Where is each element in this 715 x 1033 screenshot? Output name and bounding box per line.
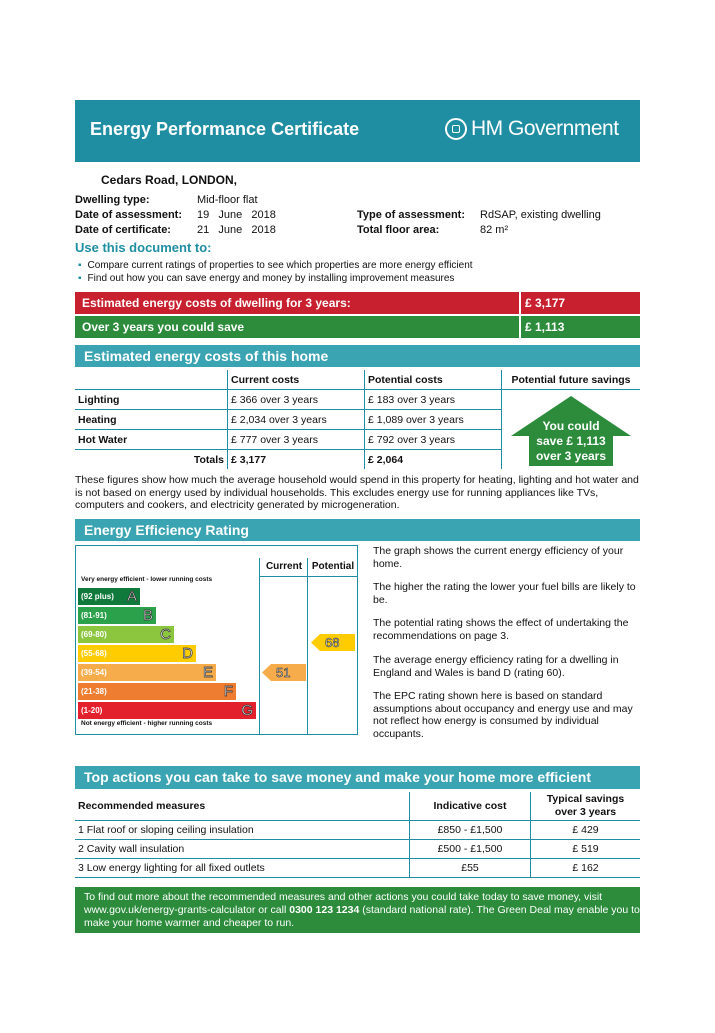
rating-band-g [78, 702, 256, 719]
rating-band-d [78, 645, 196, 662]
band-letter: A [126, 588, 137, 605]
current-rating-indicator-value: 51 [276, 665, 291, 680]
band-range: (55-68) [81, 649, 107, 658]
column-header: over 3 years [554, 806, 617, 818]
band-range: (69-80) [81, 630, 107, 639]
estimated-cost-value: £ 3,177 [519, 292, 565, 314]
list-item: ▪ Compare current ratings of properties to see which properties are more energy efficient [78, 260, 473, 271]
column-header: Typical savings [546, 793, 625, 805]
potential-rating-indicator-value: 68 [325, 635, 340, 650]
rating-band-b [78, 607, 156, 624]
rating-band-a [78, 588, 140, 605]
table-header-row: Recommended measures Indicative cost Typical savings over 3 years [75, 792, 640, 821]
estimated-cost-bar [75, 292, 640, 314]
floor-area-value: 82 m² [480, 224, 509, 236]
table-header-row [75, 370, 640, 390]
band-letter: E [202, 664, 213, 681]
savings-label: Over 3 years you could save [82, 320, 245, 334]
savings-arrow-line: over 3 years [535, 449, 607, 463]
savings-bar [75, 316, 640, 338]
certificate-header [75, 100, 640, 162]
assessment-type-value: RdSAP, existing dwelling [480, 209, 601, 221]
eer-section-heading: Energy Efficiency Rating [75, 519, 640, 541]
savings-arrow-line: You could [542, 419, 600, 433]
assessment-date-value: 19 June 2018 [197, 209, 276, 221]
band-letter: C [160, 626, 171, 643]
current-column-header: Current [259, 558, 308, 577]
current-rating-indicator [262, 664, 306, 681]
actions-section-heading: Top actions you can take to save money and make your home more efficient [75, 766, 640, 789]
eer-chart [75, 545, 358, 735]
eer-text: The average energy efficiency rating for a dwelling in England and Wales is band D (rating 60). [373, 654, 619, 679]
potential-column-header: Potential [307, 558, 358, 577]
gov-label: HM Government [471, 117, 619, 140]
eer-text: The EPC rating shown here is based on standard assumptions about occupancy and energy use and may not reflect how energy is consumed by individual occupants. [373, 690, 633, 740]
measures-table [75, 792, 640, 878]
savings-arrow [511, 396, 631, 466]
table-row: 3 Low energy lighting for all fixed outlets £55 £ 162 [75, 859, 640, 878]
list-item: ▪ Find out how you can save energy and money by installing improvement measures [78, 273, 455, 284]
eer-text: The higher the rating the lower your fuel bills are likely to be. [373, 581, 636, 606]
band-range: (92 plus) [81, 592, 114, 601]
assessment-date-label: Date of assessment: [75, 209, 182, 221]
floor-area-label: Total floor area: [357, 224, 440, 236]
use-document-heading: Use this document to: [75, 240, 212, 255]
band-range: (1-20) [81, 706, 103, 715]
footer-info [75, 887, 640, 933]
inefficient-note: Not energy efficient - higher running costs [81, 720, 213, 727]
band-letter: G [241, 702, 253, 719]
dwelling-type-label: Dwelling type: [75, 194, 150, 206]
band-range: (21-38) [81, 687, 107, 696]
table-row: Heating £ 2,034 over 3 years £ 1,089 over 3 years [75, 410, 640, 430]
rating-band-e [78, 664, 216, 681]
page-title: Energy Performance Certificate [90, 119, 360, 139]
costs-note: These figures show how much the average household would spend in this property for heating, lighting and hot water and is not based on energy used by individual households. This excludes energy use for running appliances like TVs, computers and cookers, and electricity generated by microgeneration. [75, 474, 639, 511]
potential-rating-indicator [311, 634, 355, 651]
efficient-note: Very energy efficient - lower running costs [81, 576, 213, 583]
eer-text: The potential rating shows the effect of undertaking the recommendations on page 3. [373, 617, 629, 642]
table-row: Lighting £ 366 over 3 years £ 183 over 3 years [75, 390, 640, 410]
table-row: 1 Flat roof or sloping ceiling insulation £850 - £1,500 £ 429 [75, 821, 640, 840]
footer-phone: 0300 123 1234 [289, 904, 360, 916]
assessment-type-label: Type of assessment: [357, 209, 466, 221]
band-letter: F [223, 683, 233, 700]
dwelling-type-value: Mid-floor flat [197, 194, 258, 206]
savings-value: £ 1,113 [519, 316, 564, 338]
property-address: Cedars Road, LONDON, [101, 173, 238, 187]
column-header: Potential future savings [502, 370, 641, 390]
savings-arrow-line: save £ 1,113 [536, 434, 606, 448]
band-letter: D [182, 645, 193, 662]
costs-section-heading: Estimated energy costs of this home [75, 345, 640, 367]
rating-band-c [78, 626, 174, 643]
estimated-cost-label: Estimated energy costs of dwelling for 3 years: [82, 296, 351, 310]
column-header: Current costs [228, 370, 365, 390]
hm-government-logo [445, 117, 619, 141]
royal-crest-icon [445, 118, 467, 140]
column-header: Potential costs [365, 370, 502, 390]
footer-text: To find out more about the recommended measures and other actions you could take today to save money, visit www.gov.uk/energy-grants-calculator or call [84, 891, 603, 916]
eer-text: The graph shows the current energy efficiency of your home. [373, 545, 624, 570]
certificate-date-value: 21 June 2018 [197, 224, 276, 236]
band-range: (39-54) [81, 668, 107, 677]
totals-row: Totals £ 3,177 £ 2,064 [75, 450, 640, 470]
certificate-date-label: Date of certificate: [75, 224, 171, 236]
rating-band-f [78, 683, 236, 700]
band-range: (81-91) [81, 611, 107, 620]
table-row: Hot Water £ 777 over 3 years £ 792 over 3 years [75, 430, 640, 450]
table-row: 2 Cavity wall insulation £500 - £1,500 £ 519 [75, 840, 640, 859]
band-letter: B [142, 607, 153, 624]
footer-text: (standard national rate). The Green Deal may enable you to make your home warmer and cheaper to run. [84, 904, 640, 929]
